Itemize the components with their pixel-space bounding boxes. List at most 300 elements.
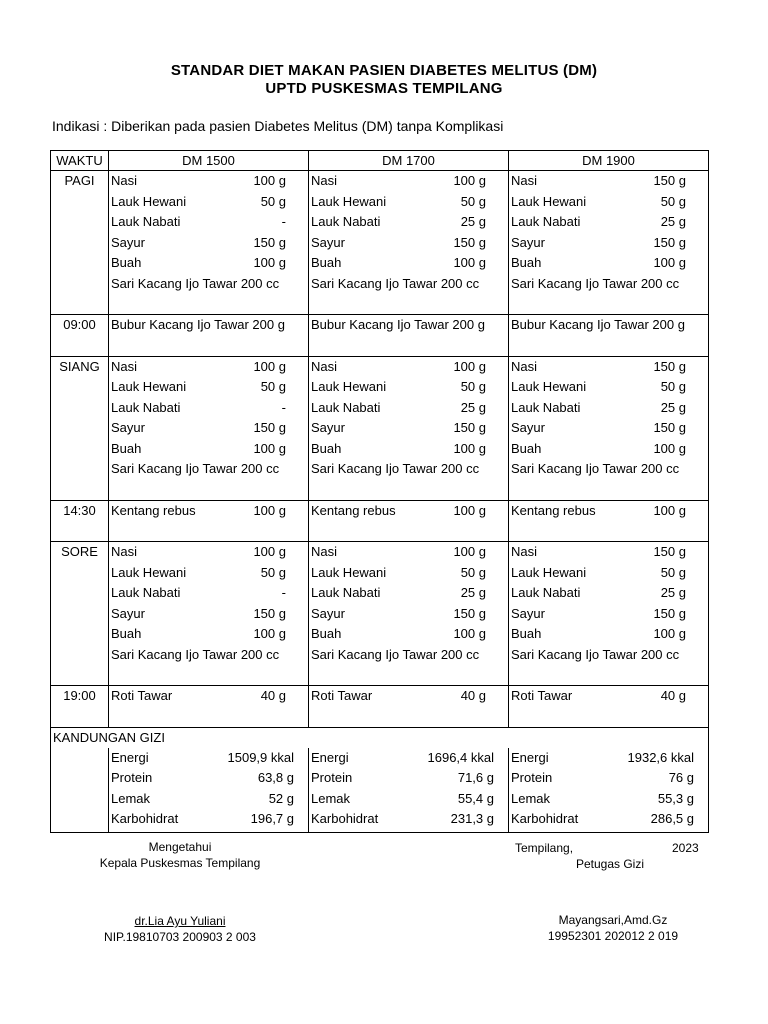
menu-item: [309, 315, 508, 336]
menu-item: [109, 192, 308, 213]
menu-item-quantity: 100 g: [653, 440, 686, 456]
gizi-cell: [309, 748, 509, 833]
footer-right-name: Mayangsari,Amd.Gz: [558, 913, 668, 927]
menu-item-name: Bubur Kacang Ijo Tawar 200 g: [111, 317, 285, 332]
menu-item: [509, 459, 708, 480]
menu-item-quantity: 40 g: [660, 688, 686, 703]
spacer-row: [51, 665, 709, 686]
menu-item: [509, 171, 708, 192]
spacer-cell: [51, 336, 109, 357]
time-cell: [51, 686, 109, 707]
menu-item: [109, 563, 308, 584]
indication-text: Indikasi : Diberikan pada pasien Diabetes Melitus (DM) tanpa Komplikasi: [52, 118, 504, 134]
gizi-item-value: 286,5 g: [650, 811, 694, 826]
menu-cell: [109, 686, 309, 707]
time-cell: [51, 315, 109, 336]
menu-item-quantity: 100 g: [653, 626, 686, 641]
menu-item-quantity: 150 g: [653, 420, 686, 435]
time-cell: [51, 171, 109, 295]
menu-item: [109, 645, 308, 666]
menu-item-quantity: 150 g: [253, 605, 286, 621]
time-cell: [51, 542, 109, 666]
menu-item-name: Lauk Hewani: [511, 564, 587, 580]
gizi-item-name: Lemak: [311, 790, 351, 806]
menu-item-name: Lauk Hewani: [311, 564, 387, 580]
menu-item: [509, 686, 708, 707]
menu-item-name: Sari Kacang Ijo Tawar 200 cc: [111, 275, 280, 291]
menu-item-name: Sayur: [311, 420, 345, 435]
menu-item-name: Nasi: [111, 358, 138, 374]
spacer-cell: [51, 480, 109, 501]
spacer-cell: [51, 665, 109, 686]
menu-item-quantity: 50 g: [260, 193, 286, 209]
footer-left-line1: Mengetahui: [148, 840, 212, 854]
menu-cell: [509, 315, 709, 336]
gizi-item: [509, 768, 708, 789]
menu-item-name: Kentang rebus: [311, 502, 396, 518]
menu-item: [309, 624, 508, 645]
spacer-row: [51, 336, 709, 357]
footer-left-line2: Kepala Puskesmas Tempilang: [99, 856, 261, 870]
menu-item-name: Roti Tawar: [511, 688, 573, 703]
gizi-item-name: Protein: [311, 770, 353, 785]
menu-cell: [509, 171, 709, 295]
menu-item: [109, 212, 308, 233]
menu-item: [509, 604, 708, 625]
menu-item-quantity: 100 g: [253, 173, 286, 188]
menu-item-name: Lauk Hewani: [511, 379, 587, 394]
gizi-item: [509, 789, 708, 810]
table-row: [51, 356, 709, 480]
menu-item-quantity: 25 g: [660, 214, 686, 229]
time-label: 19:00: [63, 688, 96, 703]
column-header-dm1900: DM 1900: [509, 151, 709, 171]
menu-item: [509, 233, 708, 254]
menu-item-name: Sayur: [511, 234, 545, 250]
spacer-cell: [309, 336, 509, 357]
document-subtitle: UPTD PUSKESMAS TEMPILANG: [265, 80, 503, 97]
column-header-dm1700: DM 1700: [309, 151, 509, 171]
menu-item: [309, 274, 508, 295]
menu-item-name: Nasi: [311, 173, 338, 188]
menu-item: [309, 398, 508, 419]
menu-item-quantity: 100 g: [253, 358, 286, 374]
menu-item-quantity: 50 g: [660, 379, 686, 394]
gizi-label: KANDUNGAN GIZI: [53, 729, 165, 745]
spacer-cell: [51, 294, 109, 315]
time-cell: [51, 356, 109, 480]
menu-item-quantity: 100 g: [653, 502, 686, 518]
time-label: 09:00: [63, 317, 96, 332]
gizi-item-name: Karbohidrat: [311, 811, 379, 826]
menu-item-name: Buah: [111, 440, 142, 456]
menu-item-name: Lauk Hewani: [311, 379, 387, 394]
menu-item: [309, 377, 508, 398]
menu-item-name: Kentang rebus: [111, 502, 196, 518]
menu-item: [109, 315, 308, 336]
column-header-dm1500: DM 1500: [109, 151, 309, 171]
footer-right-place: Tempilang,: [515, 841, 574, 855]
menu-item: [509, 439, 708, 460]
menu-item-quantity: 100 g: [253, 502, 286, 518]
menu-item-name: Sari Kacang Ijo Tawar 200 cc: [511, 275, 680, 291]
menu-item-name: Lauk Nabati: [511, 214, 581, 229]
menu-cell: [109, 356, 309, 480]
menu-item-name: Lauk Nabati: [111, 214, 181, 229]
spacer-cell: [109, 707, 309, 728]
menu-item-name: Buah: [111, 626, 142, 641]
menu-item-quantity: 150 g: [653, 605, 686, 621]
menu-item-quantity: -: [281, 585, 286, 600]
menu-item: [509, 645, 708, 666]
menu-item-name: Buah: [311, 440, 342, 456]
menu-item-quantity: 40 g: [460, 688, 486, 703]
menu-item: [509, 377, 708, 398]
menu-item-quantity: 25 g: [660, 585, 686, 600]
menu-item-quantity: 100 g: [653, 255, 686, 270]
menu-cell: [509, 356, 709, 480]
gizi-item-value: 1696,4 kkal: [427, 749, 494, 765]
menu-item: [509, 563, 708, 584]
menu-item-name: Bubur Kacang Ijo Tawar 200 g: [311, 317, 485, 332]
menu-item-name: Sari Kacang Ijo Tawar 200 cc: [511, 646, 680, 662]
gizi-item-value: 63,8 g: [257, 770, 294, 785]
spacer-cell: [309, 480, 509, 501]
menu-item-quantity: 150 g: [653, 234, 686, 250]
menu-item-name: Lauk Nabati: [311, 214, 381, 229]
menu-item-quantity: 50 g: [260, 564, 286, 580]
menu-item-quantity: 100 g: [453, 440, 486, 456]
menu-item: [109, 274, 308, 295]
spacer-row: [51, 480, 709, 501]
menu-item-name: Lauk Nabati: [311, 399, 381, 415]
table-header-row: [51, 151, 709, 171]
menu-item: [309, 604, 508, 625]
time-label: SORE: [61, 544, 98, 559]
time-label: 14:30: [63, 502, 96, 518]
menu-item-name: Sari Kacang Ijo Tawar 200 cc: [111, 461, 280, 476]
gizi-padding: [309, 830, 508, 832]
menu-cell: [109, 315, 309, 336]
menu-item-name: Buah: [311, 255, 342, 270]
menu-item-name: Lauk Hewani: [511, 193, 587, 209]
gizi-item-name: Protein: [511, 770, 553, 785]
spacer-cell: [51, 707, 109, 728]
menu-item-quantity: 50 g: [660, 193, 686, 209]
menu-item: [309, 542, 508, 563]
footer-left-name: dr.Lia Ayu Yuliani: [134, 914, 226, 928]
column-header-waktu: WAKTU: [51, 151, 109, 171]
gizi-padding: [109, 830, 308, 832]
menu-cell: [109, 542, 309, 666]
menu-item: [509, 501, 708, 522]
gizi-item-value: 231,3 g: [450, 811, 494, 826]
menu-item: [309, 563, 508, 584]
menu-item-name: Nasi: [511, 173, 538, 188]
menu-item-quantity: 100 g: [453, 544, 486, 559]
time-label: PAGI: [64, 173, 95, 188]
gizi-item-name: Energi: [311, 749, 349, 765]
gizi-item: [309, 789, 508, 810]
time-label: SIANG: [59, 358, 100, 374]
menu-item-name: Lauk Hewani: [111, 564, 187, 580]
gizi-item: [509, 809, 708, 830]
menu-item-name: Kentang rebus: [511, 502, 596, 518]
menu-item: [309, 439, 508, 460]
spacer-cell: [509, 707, 709, 728]
menu-item-quantity: 100 g: [253, 255, 286, 270]
menu-item-quantity: 25 g: [460, 585, 486, 600]
menu-item: [109, 418, 308, 439]
menu-item-quantity: 100 g: [253, 440, 286, 456]
menu-item-quantity: 100 g: [453, 255, 486, 270]
spacer-cell: [309, 665, 509, 686]
menu-item: [109, 439, 308, 460]
footer-right-year: 2023: [672, 841, 699, 855]
menu-item-quantity: 150 g: [453, 420, 486, 435]
menu-item-name: Sayur: [111, 605, 145, 621]
menu-item-name: Nasi: [311, 358, 338, 374]
menu-item: [109, 624, 308, 645]
footer-right-role: Petugas Gizi: [575, 857, 645, 871]
gizi-empty-cell: [51, 748, 109, 833]
menu-item-name: Sari Kacang Ijo Tawar 200 cc: [311, 275, 480, 291]
menu-item-name: Lauk Nabati: [511, 399, 581, 415]
spacer-row: [51, 521, 709, 542]
menu-item-quantity: 100 g: [453, 502, 486, 518]
menu-item-quantity: 25 g: [460, 214, 486, 229]
menu-item: [509, 253, 708, 274]
menu-item-name: Nasi: [311, 544, 338, 559]
menu-item: [509, 274, 708, 295]
gizi-cell: [509, 748, 709, 833]
document-title: STANDAR DIET MAKAN PASIEN DIABETES MELITUS (DM): [170, 62, 598, 79]
menu-item: [109, 459, 308, 480]
spacer-cell: [109, 521, 309, 542]
menu-item: [509, 192, 708, 213]
menu-item-quantity: 50 g: [460, 193, 486, 209]
gizi-item-name: Karbohidrat: [111, 811, 179, 826]
menu-item-name: Lauk Nabati: [111, 585, 181, 600]
menu-item-quantity: 100 g: [453, 626, 486, 641]
menu-item-quantity: 25 g: [460, 399, 486, 415]
menu-item: [109, 604, 308, 625]
menu-item: [509, 212, 708, 233]
menu-item-quantity: 150 g: [653, 544, 686, 559]
menu-item: [109, 357, 308, 378]
gizi-item: [109, 809, 308, 830]
menu-item-quantity: 40 g: [260, 688, 286, 703]
time-cell: [51, 500, 109, 521]
menu-item-name: Sayur: [511, 420, 545, 435]
menu-item-quantity: -: [281, 399, 286, 415]
menu-item-quantity: 150 g: [453, 605, 486, 621]
menu-item: [109, 501, 308, 522]
menu-item-name: Sari Kacang Ijo Tawar 200 cc: [111, 646, 280, 662]
gizi-item-value: 71,6 g: [457, 770, 494, 785]
menu-item-name: Nasi: [111, 544, 138, 559]
menu-item: [309, 171, 508, 192]
menu-item: [109, 253, 308, 274]
menu-cell: [309, 542, 509, 666]
menu-item-name: Buah: [511, 440, 542, 456]
gizi-item-value: 55,4 g: [457, 790, 494, 806]
menu-item: [309, 418, 508, 439]
menu-item-name: Buah: [511, 626, 542, 641]
spacer-row: [51, 707, 709, 728]
footer-left-nip: NIP.19810703 200903 2 003: [104, 930, 256, 944]
menu-item-name: Sayur: [111, 234, 145, 250]
menu-item-name: Buah: [111, 255, 142, 270]
gizi-item-value: 196,7 g: [250, 811, 294, 826]
gizi-header-cell: [51, 727, 709, 748]
gizi-item-value: 52 g: [268, 790, 294, 806]
menu-item: [509, 357, 708, 378]
menu-item-name: Sayur: [311, 605, 345, 621]
menu-cell: [109, 171, 309, 295]
menu-item-name: Lauk Hewani: [111, 193, 187, 209]
menu-item: [109, 542, 308, 563]
menu-item-name: Lauk Nabati: [111, 399, 181, 415]
table-row: [51, 686, 709, 707]
gizi-item: [109, 748, 308, 769]
spacer-cell: [109, 294, 309, 315]
menu-item: [109, 171, 308, 192]
gizi-item-value: 1509,9 kkal: [227, 749, 294, 765]
menu-item-name: Nasi: [111, 173, 138, 188]
menu-item-quantity: 100 g: [253, 626, 286, 641]
gizi-item: [109, 789, 308, 810]
gizi-item-name: Protein: [111, 770, 153, 785]
spacer-cell: [309, 707, 509, 728]
gizi-cell: [109, 748, 309, 833]
spacer-row: [51, 294, 709, 315]
menu-item: [309, 459, 508, 480]
menu-item-name: Lauk Nabati: [311, 585, 381, 600]
menu-item-quantity: 50 g: [460, 379, 486, 394]
menu-item-name: Sayur: [311, 234, 345, 250]
gizi-header-row: [51, 727, 709, 748]
menu-item-name: Lauk Hewani: [311, 193, 387, 209]
menu-item: [309, 501, 508, 522]
gizi-item: [309, 748, 508, 769]
gizi-item-name: Energi: [111, 749, 149, 765]
gizi-item-value: 1932,6 kkal: [627, 749, 694, 765]
menu-item-quantity: 50 g: [260, 379, 286, 394]
spacer-cell: [109, 665, 309, 686]
menu-item: [309, 645, 508, 666]
menu-cell: [309, 315, 509, 336]
gizi-item-name: Karbohidrat: [511, 811, 579, 826]
menu-item: [109, 377, 308, 398]
menu-item: [509, 583, 708, 604]
menu-item: [309, 233, 508, 254]
gizi-row: [51, 748, 709, 833]
menu-cell: [109, 500, 309, 521]
menu-cell: [509, 686, 709, 707]
menu-item: [309, 583, 508, 604]
menu-item-quantity: 25 g: [660, 399, 686, 415]
gizi-item-value: 76 g: [668, 770, 694, 785]
gizi-item-name: Lemak: [511, 790, 551, 806]
spacer-cell: [509, 480, 709, 501]
menu-item-quantity: 50 g: [460, 564, 486, 580]
table-row: [51, 315, 709, 336]
spacer-cell: [309, 294, 509, 315]
menu-item: [309, 192, 508, 213]
gizi-item: [309, 809, 508, 830]
gizi-item: [509, 748, 708, 769]
menu-item-quantity: 150 g: [253, 420, 286, 435]
menu-item-name: Bubur Kacang Ijo Tawar 200 g: [511, 317, 685, 332]
spacer-cell: [109, 336, 309, 357]
spacer-cell: [51, 521, 109, 542]
spacer-cell: [509, 521, 709, 542]
menu-item-quantity: -: [281, 214, 286, 229]
spacer-cell: [109, 480, 309, 501]
gizi-item-value: 55,3 g: [657, 790, 694, 806]
menu-item: [509, 398, 708, 419]
diet-table: [50, 150, 709, 833]
menu-item-quantity: 150 g: [253, 234, 286, 250]
menu-item-name: Sari Kacang Ijo Tawar 200 cc: [311, 461, 480, 476]
menu-item-name: Lauk Nabati: [511, 585, 581, 600]
menu-item-quantity: 150 g: [453, 234, 486, 250]
gizi-item: [109, 768, 308, 789]
menu-item: [109, 233, 308, 254]
spacer-cell: [309, 521, 509, 542]
menu-item-quantity: 100 g: [453, 173, 486, 188]
gizi-item: [309, 768, 508, 789]
gizi-item-name: Energi: [511, 749, 549, 765]
menu-item: [509, 624, 708, 645]
gizi-item-name: Lemak: [111, 790, 151, 806]
menu-cell: [309, 686, 509, 707]
menu-item-name: Roti Tawar: [311, 688, 373, 703]
menu-item: [309, 212, 508, 233]
menu-item: [109, 583, 308, 604]
menu-item-name: Sayur: [111, 420, 145, 435]
table-row: [51, 500, 709, 521]
menu-item: [309, 686, 508, 707]
menu-item: [309, 253, 508, 274]
spacer-cell: [509, 665, 709, 686]
menu-item-quantity: 150 g: [653, 173, 686, 188]
menu-item: [109, 686, 308, 707]
menu-item-name: Sari Kacang Ijo Tawar 200 cc: [511, 461, 680, 476]
menu-item: [509, 315, 708, 336]
menu-item-name: Sayur: [511, 605, 545, 621]
menu-item-name: Roti Tawar: [111, 688, 173, 703]
menu-cell: [309, 500, 509, 521]
menu-cell: [309, 356, 509, 480]
menu-item-quantity: 150 g: [653, 358, 686, 374]
table-body: [51, 171, 709, 833]
menu-cell: [509, 500, 709, 521]
spacer-cell: [509, 294, 709, 315]
menu-item-name: Buah: [311, 626, 342, 641]
table-row: [51, 542, 709, 666]
menu-item-name: Nasi: [511, 544, 538, 559]
menu-item-name: Buah: [511, 255, 542, 270]
menu-cell: [309, 171, 509, 295]
footer-right-nip: 19952301 202012 2 019: [547, 929, 679, 943]
menu-item: [109, 398, 308, 419]
menu-item-name: Sari Kacang Ijo Tawar 200 cc: [311, 646, 480, 662]
menu-cell: [509, 542, 709, 666]
menu-item-quantity: 100 g: [253, 544, 286, 559]
menu-item-quantity: 100 g: [453, 358, 486, 374]
